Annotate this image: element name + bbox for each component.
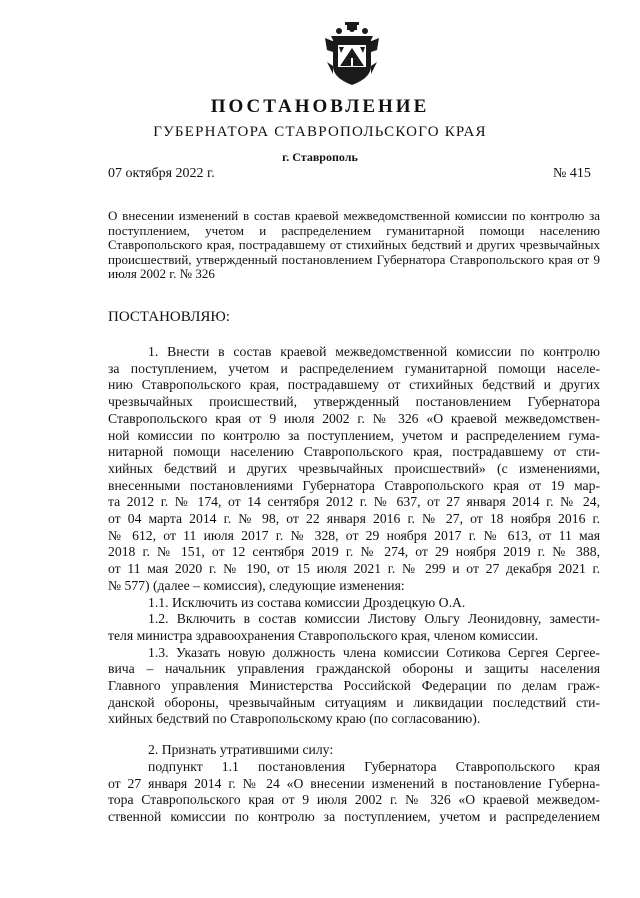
resolve-heading: ПОСТАНОВЛЯЮ: (108, 309, 230, 325)
stavropol-coat-of-arms-icon (325, 22, 379, 86)
text-line: внесенными постановлениями Губернатора Ставропольского края от 19 мар- (108, 477, 600, 493)
text-line: подпункт 1.1 постановления Губернатора Ставропольского края (148, 758, 600, 774)
text-line: 1.2. Включить в состав комиссии Листову Ольгу Леонидовну, замести- (148, 611, 600, 627)
text-line: 2. Признать утратившими силу: (148, 742, 334, 758)
text-line: нитарной помощи населению Ставропольского края, пострадавшему от сти- (108, 444, 600, 460)
text-line: ной комиссии по контролю за поступлением, учетом и распределением гума- (108, 427, 600, 443)
text-line: за поступлением, учетом и распределением гуманитарной помощи населе- (108, 360, 600, 376)
text-line: от 04 марта 2014 г. № 98, от 22 января 2016 г. № 27, от 18 ноября 2016 г. (108, 511, 600, 527)
text-line: № 577) (далее – комиссия), следующие изменения: (108, 577, 405, 593)
text-line: 2018 г. № 151, от 12 сентября 2019 г. № 274, от 29 ноября 2019 г. № 388, (108, 544, 600, 560)
text-line: от 11 мая 2020 г. № 190, от 15 июля 2021 г. № 299 и от 27 декабря 2021 г. (108, 561, 600, 577)
text-line: теля министра здравоохранения Ставропольского края, членом комиссии. (108, 627, 539, 643)
text-line: та 2012 г. № 174, от 14 сентября 2012 г. № 637, от 27 января 2014 г. № 24, (108, 494, 600, 510)
text-line: хийных бедствий по Ставропольскому краю (по согласованию). (108, 711, 481, 727)
document-number: № 415 (553, 166, 591, 181)
city-label: г. Ставрополь (282, 150, 358, 164)
text-line: данской обороны, чрезвычайным ситуациям и ликвидации последствий сти- (108, 694, 600, 710)
text-line: ственной комиссии по контролю за поступлением, учетом и распределением (108, 808, 600, 824)
text-line: 1.3. Указать новую должность члена комиссии Сотикова Сергея Сергее- (148, 644, 600, 660)
text-line: тора Ставропольского края от 9 июля 2002 г. № 326 «О краевой межведом- (108, 792, 600, 808)
paragraph-gap (108, 728, 600, 742)
text-line: от 27 января 2014 г. № 24 «О внесении изменений в постановление Губерна- (108, 775, 600, 791)
text-line: 1.1. Исключить из состава комиссии Дроздецкую О.А. (148, 594, 466, 610)
text-line: вича – начальник управления гражданской обороны и защиты населения (108, 661, 600, 677)
text-line: хийных бедствий и других чрезвычайных происшествий» (с изменениями, (108, 460, 600, 476)
text-line: Главного управления Министерства Российской Федерации по делам граж- (108, 678, 600, 694)
document-title: ПОСТАНОВЛЕНИЕ (210, 96, 430, 117)
text-line: нию Ставропольского края, пострадавшему от стихийных бедствий и других (108, 377, 600, 393)
text-line: Ставропольского края от 9 июля 2002 г. № 326 «О краевой межведомствен- (108, 410, 600, 426)
text-line: № 612, от 11 июля 2017 г. № 328, от 29 ноября 2017 г. № 613, от 11 мая (108, 527, 600, 543)
document-subject: О внесении изменений в состав краевой межведомственной комиссии по контролю за поступлением, учетом и распределением гуманитарной помощи населению Ставропольского края, пострадавшему от стихийных бедствий и других чрезвычайных происшествий, утвержденный постановлением Губернатора Ставропольского края от 9 июля 2002 г. № 326 (108, 208, 600, 281)
document-date: 07 октября 2022 г. (108, 166, 215, 181)
document-body (108, 344, 600, 826)
issuer-title: ГУБЕРНАТОРА СТАВРОПОЛЬСКОГО КРАЯ (153, 124, 487, 140)
text-line: 1. Внести в состав краевой межведомственной комиссии по контролю (148, 344, 600, 359)
text-line: чрезвычайных происшествий, утвержденный постановлением Губернатора (108, 394, 600, 410)
